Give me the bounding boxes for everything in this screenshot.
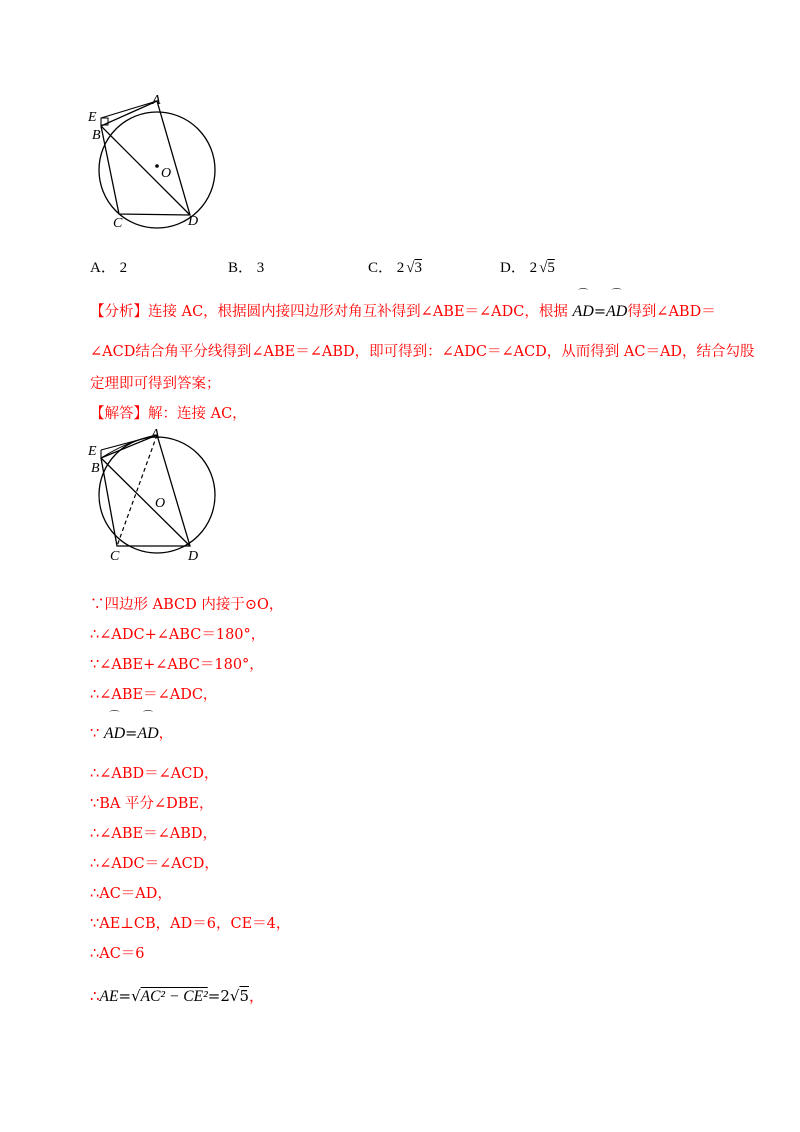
step-3: ∵∠ABE+∠ABC＝180°， [90,657,264,673]
option-c-letter: C． [368,260,394,276]
step-arc-suffix: ， [158,726,174,742]
step-1: ∵四边形 ABCD 内接于⊙O， [90,597,284,613]
arc-ad-1: ⌒ AD [573,303,594,321]
fig1-label-b: B [92,128,101,143]
final-prefix: ∴ [90,987,100,1005]
analysis-line-1 [90,300,716,321]
analysis-line-2: ∠ACD结合角平分线得到∠ABE＝∠ABD，即可得到：∠ADC＝∠ACD，从而得到 AC＝AD，结合勾股 [90,344,755,360]
step-7: ∴∠ABE＝∠ABD， [90,826,217,842]
final-rhs-radical: 5 [239,987,249,1005]
option-b-value: 3 [256,260,265,276]
solution-tag: 【解答】 [90,406,148,422]
option-b-letter: B． [228,260,254,276]
step-4: ∴∠ABE＝∠ADC， [90,687,218,703]
option-d: D． 2 √5 [500,260,555,276]
fig2-label-a: A [151,427,160,442]
solution-header [90,402,247,423]
step-arc [90,722,173,743]
step-10: ∵AE⊥CB，AD＝6，CE＝4， [90,916,291,932]
fig1-label-e: E [88,110,97,125]
option-a-letter: A． [90,260,116,276]
option-a-value: 2 [119,260,128,276]
step-arc-ad-2: ⌒ AD [137,725,158,743]
option-c-radical: 3 [414,260,422,276]
analysis-text-1: 连接 AC，根据圆内接四边形对角互补得到∠ABE＝∠ADC，根据 [148,304,568,320]
step-9: ∴AC＝AD， [90,886,172,902]
fig2-label-b: B [91,461,100,476]
final-step: ∴AE=√AC² − CE²=2√5， [90,987,264,1005]
figure-2 [85,425,235,575]
analysis-tag: 【分析】 [90,304,148,320]
option-d-letter: D． [500,260,526,276]
step-5: ∴∠ABD＝∠ACD， [90,766,219,782]
figure-1 [85,90,235,240]
option-d-radical: 5 [547,260,555,276]
step-arc-prefix: ∵ [90,726,100,742]
fig2-label-o: O [155,496,166,511]
final-radicand: AC² − CE² [140,988,208,1005]
step-6: ∵BA 平分∠DBE， [90,796,214,812]
step-2: ∴∠ADC+∠ABC＝180°， [90,627,266,643]
step-8: ∴∠ADC＝∠ACD， [90,856,219,872]
arc-ad-2: ⌒ AD [606,303,627,321]
analysis-line-3: 定理即可得到答案； [90,376,221,392]
fig2-label-e: E [88,444,97,459]
step-11: ∴AC＝6 [90,946,145,962]
final-rhs: =2 [207,987,230,1005]
fig2-label-d: D [188,549,199,564]
option-b [228,256,264,277]
option-d-value: 2 [529,260,538,276]
option-a [90,256,127,277]
analysis-text-1-end: 得到∠ABD＝ [627,304,716,320]
fig1-label-o: O [161,166,172,181]
solution-intro: 解：连接 AC， [148,406,247,422]
fig2-label-c: C [110,549,120,564]
step-arc-ad-1: ⌒ AD [104,725,125,743]
option-c: C． 2 √3 [368,260,422,276]
fig1-label-d: D [188,214,199,229]
final-suffix: ， [248,987,264,1005]
arc-equals: = [593,304,606,320]
final-lhs: AE [99,988,119,1005]
final-eq: = [118,987,132,1005]
fig1-label-c: C [113,216,123,231]
option-c-value: 2 [396,260,405,276]
fig1-label-a: A [152,93,161,108]
step-arc-equals: = [125,726,138,742]
